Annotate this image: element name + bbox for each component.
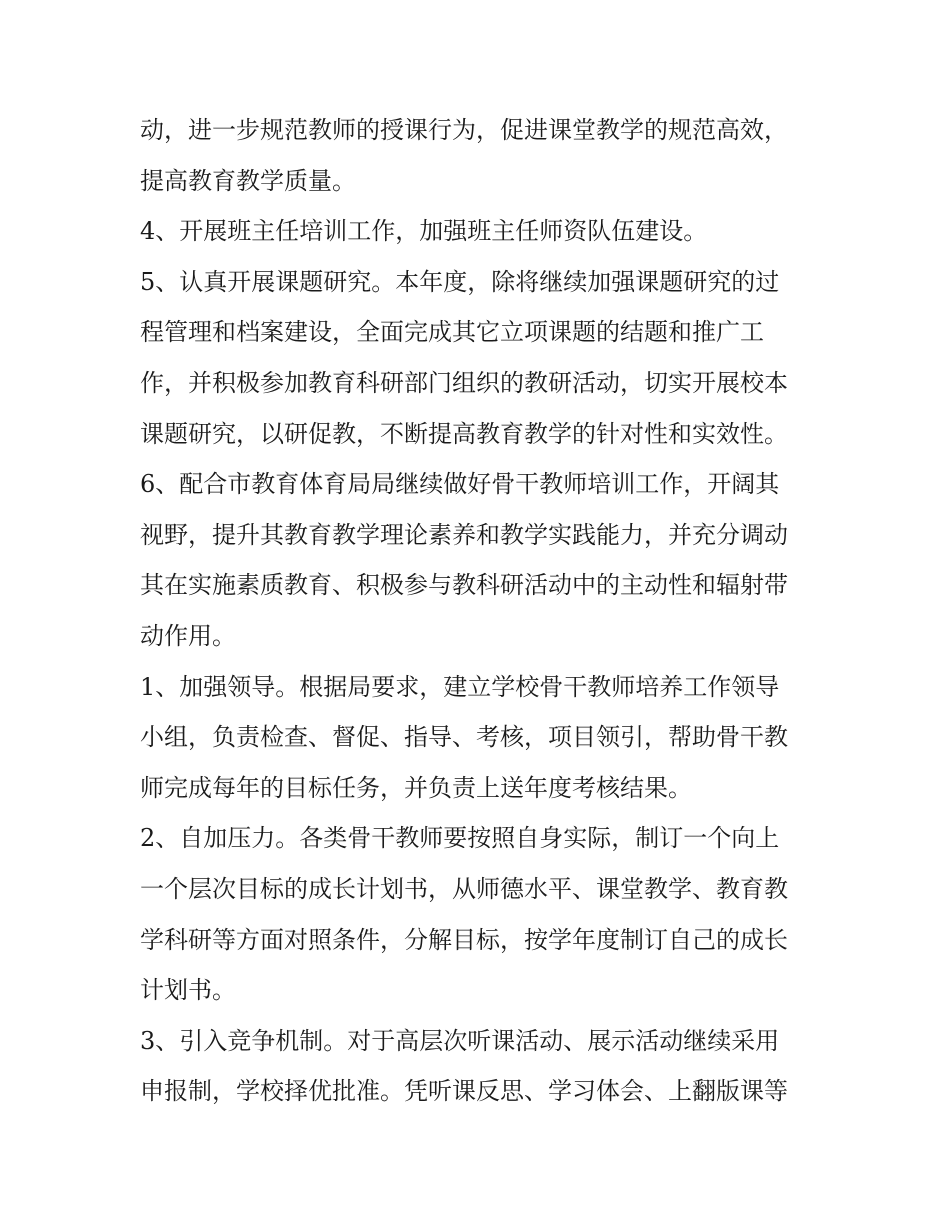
text-line: 动作用。: [140, 621, 236, 650]
text-line: 3、引入竞争机制。对于高层次听课活动、展示活动继续采用: [140, 1026, 780, 1055]
text-line: 4、开展班主任培训工作，加强班主任师资队伍建设。: [140, 217, 708, 246]
document-body: [140, 105, 830, 1117]
text-line: 一个层次目标的成长计划书，从师德水平、课堂教学、教育教: [140, 874, 788, 903]
text-line: 作，并积极参加教育科研部门组织的教研活动，切实开展校本: [140, 368, 788, 397]
text-line: 其在实施素质教育、积极参与教科研活动中的主动性和辐射带: [140, 571, 788, 600]
text-line: 2、自加压力。各类骨干教师要按照自身实际，制订一个向上: [140, 824, 780, 853]
text-line: 6、配合市教育体育局局继续做好骨干教师培训工作，开阔其: [140, 470, 780, 499]
text-line: 视野，提升其教育教学理论素养和教学实践能力，并充分调动: [140, 520, 788, 549]
text-line: 计划书。: [140, 976, 236, 1005]
text-line: 课题研究，以研促教，不断提高教育教学的针对性和实效性。: [140, 419, 788, 448]
text-line: 申报制，学校择优批准。凭听课反思、学习体会、上翻版课等: [140, 1077, 788, 1106]
text-line: 1、加强领导。根据局要求，建立学校骨干教师培养工作领导: [140, 672, 780, 701]
text-line: 提高教育教学质量。: [140, 166, 356, 195]
text-line: 师完成每年的目标任务，并负责上送年度考核结果。: [140, 773, 692, 802]
text-line: 学科研等方面对照条件，分解目标，按学年度制订自己的成长: [140, 925, 788, 954]
text-line: 程管理和档案建设，全面完成其它立项课题的结题和推广工: [140, 318, 764, 347]
text-line: 小组，负责检查、督促、指导、考核，项目领引，帮助骨干教: [140, 723, 788, 752]
text-line: 5、认真开展课题研究。本年度，除将继续加强课题研究的过: [140, 267, 780, 296]
text-line: 动，进一步规范教师的授课行为，促进课堂教学的规范高效，: [140, 116, 788, 144]
